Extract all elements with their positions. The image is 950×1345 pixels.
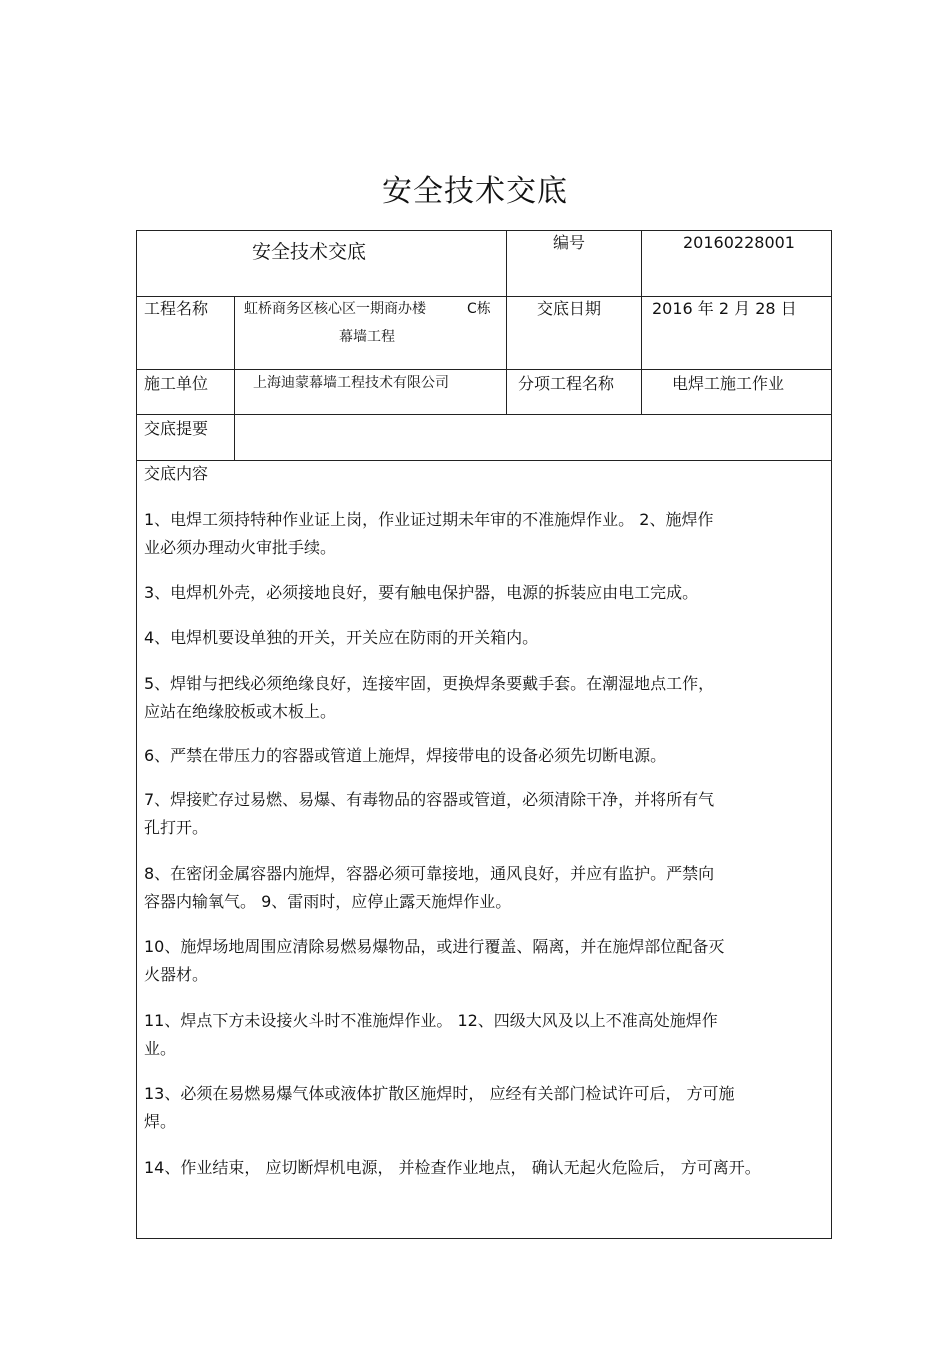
- summary-label: 交底提要: [144, 419, 209, 438]
- content-line: 8、在密闭金属容器内施焊，容器必须可靠接地，通风良好，并应有监护。严禁向: [144, 864, 715, 883]
- document-title: 安全技术交底: [382, 174, 568, 209]
- content-line: 13、必须在易燃易爆气体或液体扩散区施焊时， 应经有关部门检试许可后， 方可施: [144, 1084, 735, 1103]
- content-line: 4、电焊机要设单独的开关，开关应在防雨的开关箱内。: [144, 628, 539, 647]
- form-title: 安全技术交底: [252, 241, 367, 263]
- row-divider: [137, 369, 831, 370]
- project-value: 虹桥商务区核心区一期商办楼: [244, 301, 426, 317]
- project-building: C栋: [467, 301, 491, 317]
- column-divider: [641, 231, 642, 414]
- construction-unit-value: 上海迪蒙幕墙工程技术有限公司: [253, 375, 449, 391]
- number-label: 编号: [553, 233, 586, 252]
- content-line: 孔打开。: [144, 818, 209, 837]
- content-line: 火器材。: [144, 965, 209, 984]
- subproject-value: 电焊工施工作业: [672, 374, 785, 393]
- content-line: 焊。: [144, 1112, 177, 1131]
- row-divider: [137, 296, 831, 297]
- number-value: 20160228001: [683, 233, 795, 252]
- row-divider: [137, 414, 831, 415]
- content-line: 14、作业结束， 应切断焊机电源， 并检查作业地点， 确认无起火危险后， 方可离开。: [144, 1158, 761, 1177]
- content-line: 应站在绝缘胶板或木板上。: [144, 702, 337, 721]
- content-line: 1、电焊工须持特种作业证上岗，作业证过期未年审的不准施焊作业。 2、施焊作: [144, 510, 714, 529]
- column-divider: [234, 296, 235, 460]
- date-label: 交底日期: [537, 299, 602, 318]
- date-value: 2016 年 2 月 28 日: [652, 299, 797, 318]
- content-line: 6、严禁在带压力的容器或管道上施焊，焊接带电的设备必须先切断电源。: [144, 746, 667, 765]
- content-line: 3、电焊机外壳，必须接地良好，要有触电保护器，电源的拆装应由电工完成。: [144, 583, 699, 602]
- project-value-cont: 幕墙工程: [339, 329, 395, 345]
- content-line: 5、焊钳与把线必须绝缘良好，连接牢固，更换焊条要戴手套。在潮湿地点工作，: [144, 674, 715, 693]
- content-line: 业必须办理动火审批手续。: [144, 538, 337, 557]
- content-label: 交底内容: [144, 464, 209, 483]
- project-label: 工程名称: [144, 299, 209, 318]
- construction-unit-label: 施工单位: [144, 374, 209, 393]
- content-line: 11、焊点下方未设接火斗时不准施焊作业。 12、四级大风及以上不准高处施焊作: [144, 1011, 718, 1030]
- content-line: 容器内输氧气。 9、雷雨时，应停止露天施焊作业。: [144, 892, 512, 911]
- content-line: 业。: [144, 1039, 177, 1058]
- column-divider: [506, 231, 507, 414]
- content-line: 7、焊接贮存过易燃、易爆、有毒物品的容器或管道，必须清除干净，并将所有气: [144, 790, 715, 809]
- subproject-label: 分项工程名称: [518, 374, 615, 393]
- content-line: 10、施焊场地周围应清除易燃易爆物品，或进行覆盖、隔离，并在施焊部位配备灭: [144, 937, 725, 956]
